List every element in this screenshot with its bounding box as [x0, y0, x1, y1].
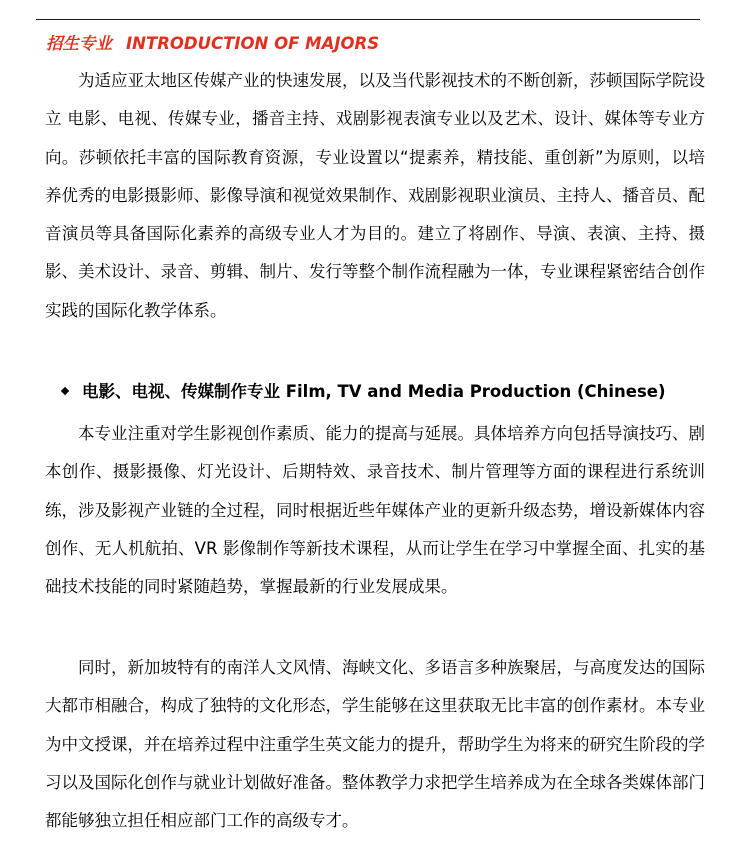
major-paragraph-2: 同时，新加坡特有的南洋人文风情、海峡文化、多语言多种族聚居，与高度发达的国际大都市相融合，构成了独特的文化形态，学生能够在这里获取无比丰富的创作素材。本专业为中文授课，并在培养过程中注重学生英文能力的提升，帮助学生为将来的研究生阶段的学习以及国际化创作与就业计划做好准备。整体教学力求把学生培养成为在全球各类媒体部门都能够独立担任相应部门工作的高级专才。 [45, 658, 705, 831]
major-paragraph-1: 本专业注重对学生影视创作素质、能力的提高与延展。具体培养方向包括导演技巧、剧本创作、摄影摄像、灯光设计、后期特效、录音技术、制片管理等方面的课程进行系统训练，涉及影视产业链的全过程，同时根据近些年媒体产业的更新升级态势，增设新媒体内容创作、无人机航拍、VR 影像制作等新技术课程，从而让学生在学习中掌握全面、扎实的基础技术技能的同时紧随趋势，掌握最新的行业发展成果。 [45, 424, 705, 597]
section-title-zh: 招生专业 [46, 34, 112, 53]
major-heading [62, 378, 666, 402]
intro-paragraph: 为适应亚太地区传媒产业的快速发展，以及当代影视技术的不断创新，莎顿国际学院设立 电影、电视、传媒专业，播音主持、戏剧影视表演专业以及艺术、设计、媒体等专业方向。莎顿依托丰富的国际教育资源，专业设置以“提素养，精技能、重创新”为原则，以培养优秀的电影摄影师、影像导演和视觉效果制作、戏剧影视职业演员、主持人、播音员、配音演员等具备国际化素养的高级专业人才为目的。建立了将剧作、导演、表演、主持、摄影、美术设计、录音、剪辑、制片、发行等整个制作流程融为一体，专业课程紧密结合创作实践的国际化教学体系。 [45, 71, 705, 320]
section-title [46, 30, 379, 54]
diamond-bullet-icon [61, 386, 69, 394]
top-divider [36, 19, 700, 20]
major-heading-text: 电影、电视、传媒制作专业 Film, TV and Media Production (Chinese) [82, 382, 666, 401]
section-title-en: INTRODUCTION OF MAJORS [126, 34, 380, 53]
